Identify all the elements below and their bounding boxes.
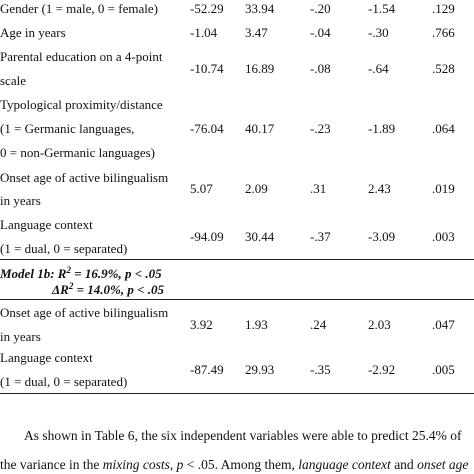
row-label-cont: scale [0, 73, 26, 88]
row-label-cont: (1 = dual, 0 = separated) [0, 374, 128, 389]
cell-t: -.64 [368, 61, 389, 76]
model-1b-delta-r2: $\Delta R^2 = 14.0\%$, p < .05 [52, 281, 164, 297]
cell-p: .129 [432, 1, 455, 16]
cell-beta: -.35 [310, 362, 331, 377]
cell-b: 3.92 [190, 317, 213, 332]
cell-beta: .31 [310, 181, 327, 196]
cell-beta: -.37 [310, 229, 331, 244]
row-label-cont: in years [0, 329, 41, 344]
row-label-cont: in years [0, 193, 41, 208]
cell-se: 29.93 [245, 362, 275, 377]
row-label-cont: (1 = dual, 0 = separated) [0, 241, 128, 256]
row-label-cont: (1 = Germanic languages, [0, 121, 135, 136]
row-label-cont: 0 = non-Germanic languages) [0, 145, 155, 160]
cell-se: 40.17 [245, 121, 275, 136]
cell-b: -10.74 [190, 61, 224, 76]
cell-t: -2.92 [368, 362, 396, 377]
cell-beta: -.08 [310, 61, 331, 76]
cell-p: .019 [432, 181, 455, 196]
cell-se: 33.94 [245, 1, 275, 16]
row-label: Onset age of active bilingualism [0, 170, 169, 185]
cell-p: .047 [432, 317, 455, 332]
cell-se: 2.09 [245, 181, 268, 196]
paragraph-line-1: As shown in Table 6, the six independent variables were able to predict 25.4% of [24, 428, 462, 443]
row-label: Typological proximity/distance [0, 97, 163, 112]
cell-p: .003 [432, 229, 455, 244]
cell-t: 2.43 [368, 181, 391, 196]
table-rule [0, 259, 474, 260]
cell-b: 5.07 [190, 181, 213, 196]
cell-beta: -.04 [310, 25, 331, 40]
cell-t: -1.54 [368, 1, 396, 16]
row-label: Gender (1 = male, 0 = female) [0, 1, 158, 16]
table-bottom-rule [0, 393, 474, 394]
cell-t: 2.03 [368, 317, 391, 332]
cell-beta: -.20 [310, 1, 331, 16]
paragraph-line-2: the variance in the mixing costs, p < .05. Among them, language context and onset age [0, 457, 469, 472]
cell-p: .528 [432, 61, 455, 76]
cell-b: -76.04 [190, 121, 224, 136]
cell-b: -1.04 [190, 25, 218, 40]
cell-t: -3.09 [368, 229, 396, 244]
cell-se: 30.44 [245, 229, 275, 244]
row-label: Parental education on a 4-point [0, 49, 163, 64]
model-1b-heading: Model 1b: $R^2 = 16.9\%$, p < .05 [0, 265, 162, 281]
row-label: Age in years [0, 25, 66, 40]
cell-b: -87.49 [190, 362, 224, 377]
cell-se: 3.47 [245, 25, 268, 40]
cell-p: .005 [432, 362, 455, 377]
row-label: Language context [0, 217, 93, 232]
cell-p: .064 [432, 121, 455, 136]
cell-beta: -.23 [310, 121, 331, 136]
row-label: Onset age of active bilingualism [0, 305, 169, 320]
cell-se: 1.93 [245, 317, 268, 332]
cell-se: 16.89 [245, 61, 275, 76]
cell-b: -94.09 [190, 229, 224, 244]
cell-b: -52.29 [190, 1, 224, 16]
table-rule [0, 299, 474, 300]
cell-t: -.30 [368, 25, 389, 40]
cell-t: -1.89 [368, 121, 396, 136]
cell-p: .766 [432, 25, 455, 40]
cell-beta: .24 [310, 317, 327, 332]
row-label: Language context [0, 350, 93, 365]
